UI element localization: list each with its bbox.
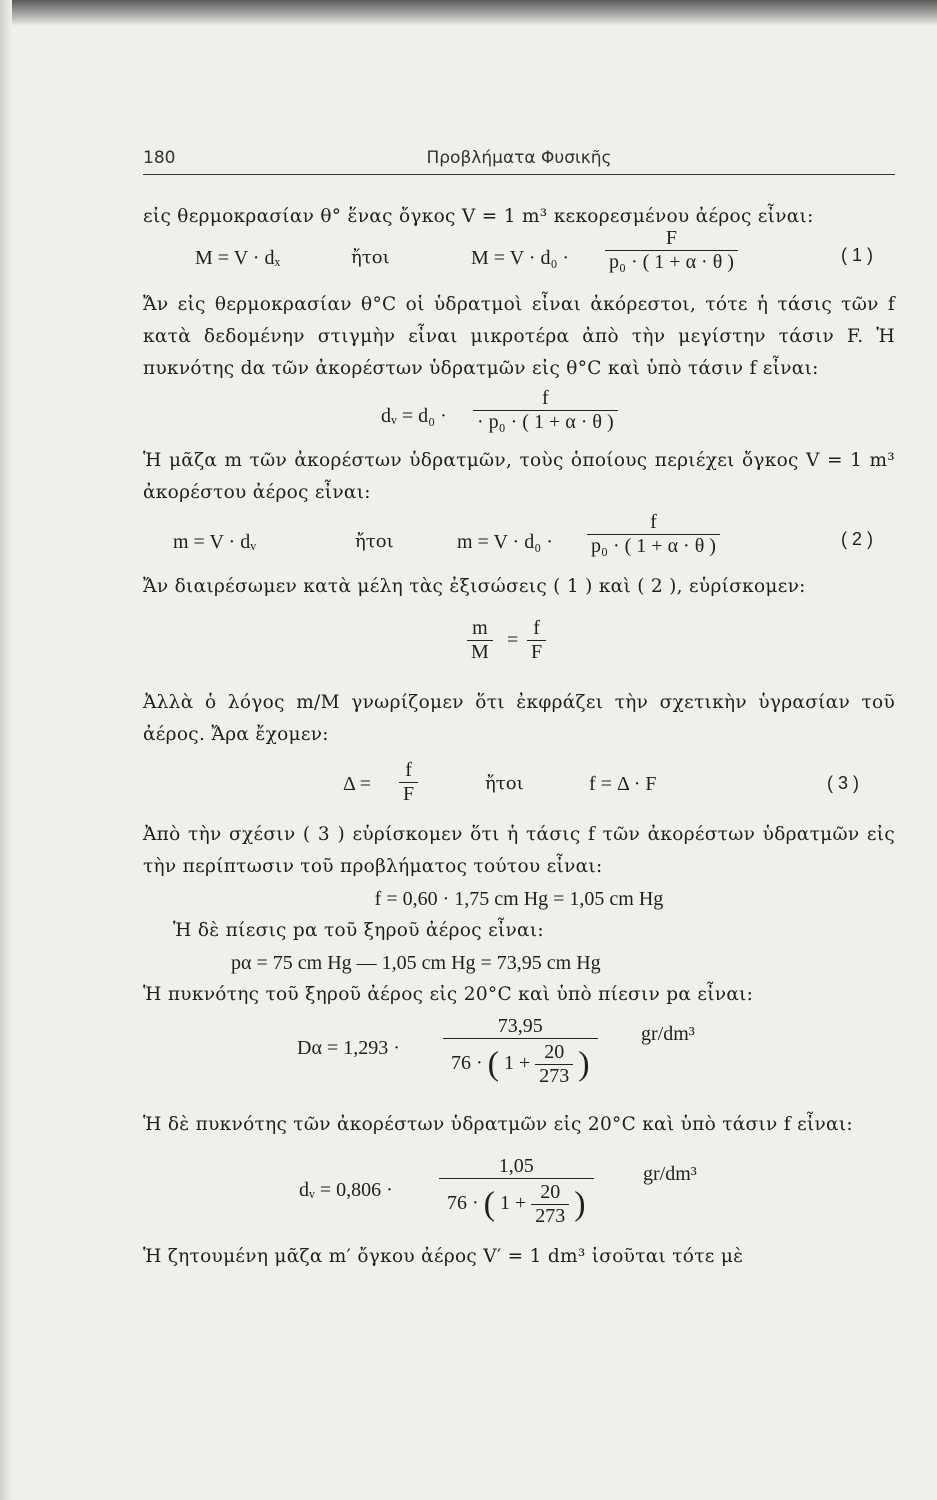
eqD-den-one: 1 +	[504, 1052, 531, 1075]
page-header	[143, 146, 895, 175]
eq3-fraction	[399, 759, 418, 806]
page-body	[143, 201, 895, 1273]
eq3-right: f = Δ · F	[589, 773, 657, 795]
eqD-den-pre: 76 ·	[451, 1052, 483, 1075]
eqD-denominator	[443, 1038, 598, 1088]
eq3-numerator: f	[405, 759, 412, 781]
eq3-left: Δ =	[343, 773, 372, 795]
equation-p-value: pα = 75 cm Hg — 1,05 cm Hg = 73,95 cm Hg	[231, 952, 601, 974]
paragraph-8: Ἡ πυκνότης τοῦ ξηροῦ ἀέρος εἰς 20°C καὶ ὑπὸ πίεσιν pα εἶναι:	[143, 984, 754, 1005]
ratio-den-right: F	[527, 640, 546, 664]
eqdv2-inner-fraction	[531, 1181, 569, 1228]
eqdv-fraction	[473, 387, 618, 434]
eq2-label: ( 2 )	[840, 529, 873, 549]
eqdv2-left: dᵥ = 0,806 ·	[299, 1179, 393, 1201]
eq3-word: ἤτοι	[485, 773, 524, 794]
running-title: Προβλήματα Φυσικῆς	[426, 148, 612, 168]
equation-D-alpha	[143, 1011, 895, 1103]
equation-1	[143, 227, 895, 289]
eqD-inner-den: 273	[535, 1064, 573, 1088]
eq1-word: ἤτοι	[351, 247, 390, 268]
eqD-numerator: 73,95	[497, 1015, 543, 1037]
eq3-denominator: F	[399, 782, 418, 806]
eqdv2-inner-den: 273	[531, 1204, 569, 1228]
paragraph-3: Ἡ μᾶζα m τῶν ἀκορέστων ὑδρατμῶν, τοὺς ὁποίους περιέχει ὄγκος V = 1 m³ ἀκορέστου ἀέρος εἶναι:	[143, 450, 895, 503]
ratio-equals: =	[507, 629, 519, 651]
equation-f-value: f = 0,60 · 1,75 cm Hg = 1,05 cm Hg	[374, 888, 664, 910]
eq2-denominator: p₀ · ( 1 + α · θ )	[587, 534, 720, 558]
eqdv2-fraction	[439, 1155, 594, 1228]
paragraph-2: Ἄν εἰς θερμοκρασίαν θ°C οἱ ὑδρατμοὶ εἶναι ἀκόρεστοι, τότε ἡ τάσις τῶν f κατὰ δεδομένην στιγμὴν εἶναι μικροτέρα ἀπὸ τὴν μεγίστην τάσιν F. Ἡ πυκνότης dα τῶν ἀκορέστων ὑδρατμῶν εἰς θ°C καὶ ὑπὸ τάσιν f εἶναι:	[143, 294, 895, 379]
paragraph-7: Ἡ δὲ πίεσις pα τοῦ ξηροῦ ἀέρος εἶναι:	[173, 920, 544, 941]
ratio-fraction-left	[467, 617, 493, 664]
paragraph-5: Ἀλλὰ ὁ λόγος m/M γνωρίζομεν ὅτι ἐκφράζει τὴν σχετικὴν ὑγρασίαν τοῦ ἀέρος. Ἄρα ἔχομεν:	[143, 692, 895, 745]
equation-dv-2	[143, 1141, 895, 1241]
eq1-left: M = V · dₓ	[195, 247, 281, 269]
eqdv2-open-paren: (	[483, 1185, 495, 1223]
paragraph-6: Ἀπὸ τὴν σχέσιν ( 3 ) εὑρίσκομεν ὅτι ἡ τάσις f τῶν ἀκορέστων ὑδρατμῶν εἰς τὴν περίπτωσιν τοῦ προβλήματος τούτου εἶναι:	[143, 824, 895, 877]
page-number: 180	[143, 148, 176, 168]
eq3-label: ( 3 )	[826, 773, 859, 793]
scan-edge-left	[0, 0, 12, 1500]
eqdv2-den-pre: 76 ·	[447, 1192, 479, 1215]
eq2-fraction	[587, 511, 720, 558]
eqdv2-inner-num: 20	[540, 1181, 561, 1203]
eqD-left: Dα = 1,293 ·	[297, 1037, 400, 1059]
ratio-den-left: M	[467, 640, 493, 664]
eqD-inner-fraction	[535, 1041, 573, 1088]
paragraph-10: Ἡ ζητουμένη μᾶζα m′ ὄγκου ἀέρος V′ = 1 dm³ ἰσοῦται τότε μὲ	[143, 1246, 744, 1267]
eqD-close-paren: )	[578, 1045, 590, 1083]
eqdv-denominator: · p₀ · ( 1 + α · θ )	[473, 410, 618, 434]
paragraph-4: Ἄν διαιρέσωμεν κατὰ μέλη τὰς ἐξισώσεις ( 1 ) καὶ ( 2 ), εὑρίσκομεν:	[143, 576, 806, 597]
eqD-inner-num: 20	[544, 1041, 565, 1063]
eqdv2-unit: gr/dm³	[643, 1163, 697, 1185]
paragraph-9: Ἡ δὲ πυκνότης τῶν ἀκορέστων ὑδρατμῶν εἰς 20°C καὶ ὑπὸ τάσιν f εἶναι:	[143, 1114, 853, 1135]
eq1-fraction	[605, 227, 738, 274]
book-page	[143, 146, 895, 1273]
eqdv2-close-paren: )	[574, 1185, 586, 1223]
equation-ratio	[143, 603, 895, 687]
scan-edge-top	[0, 0, 937, 26]
eq1-denominator: p₀ · ( 1 + α · θ )	[605, 250, 738, 274]
eqD-fraction	[443, 1015, 598, 1088]
eqdv-numerator: f	[541, 387, 549, 409]
eq1-numerator: F	[665, 227, 678, 249]
eqdv2-denominator	[439, 1178, 594, 1228]
eqdv2-numerator: 1,05	[498, 1155, 534, 1177]
equation-3	[143, 751, 895, 819]
ratio-num-left: m	[472, 617, 488, 639]
equation-dv	[143, 385, 895, 445]
eqdv-left: dᵥ = d₀ ·	[381, 405, 447, 427]
eq2-mid: m = V · d₀ ·	[457, 531, 553, 553]
eqdv2-den-one: 1 +	[500, 1192, 527, 1215]
eqD-open-paren: (	[487, 1045, 499, 1083]
eq2-left: m = V · dᵥ	[173, 531, 257, 553]
ratio-num-right: f	[533, 617, 540, 639]
eq2-numerator: f	[650, 511, 657, 533]
eq1-mid: M = V · d₀ ·	[471, 247, 570, 269]
eqD-unit: gr/dm³	[641, 1023, 695, 1045]
eq2-word: ἤτοι	[355, 531, 394, 552]
ratio-fraction-right	[527, 617, 546, 664]
eq1-label: ( 1 )	[840, 245, 873, 265]
line-1: εἰς θερμοκρασίαν θ° ἕνας ὄγκος V = 1 m³ κεκορεσμένου ἀέρος εἶναι:	[143, 206, 814, 227]
equation-2	[143, 509, 895, 571]
